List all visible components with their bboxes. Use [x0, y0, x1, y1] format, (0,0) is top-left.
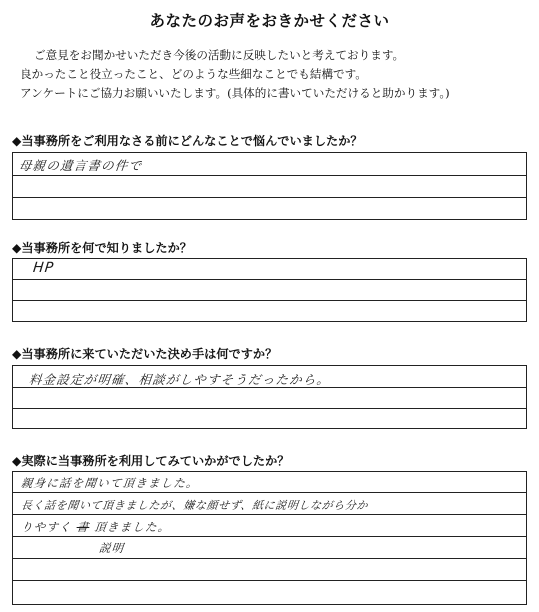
handwritten-fragment: 頂きました。: [93, 520, 172, 534]
handwritten-answer: 母親の遺言書の件で: [18, 158, 144, 173]
intro-line: 良かったこと役立ったこと、どのような些細なことでも結構です。: [20, 67, 367, 81]
ruled-line: [13, 558, 526, 559]
handwritten-answer: HP: [32, 260, 56, 276]
question-3-label: ◆当事務所に来ていただいた決め手は何ですか？: [12, 347, 278, 361]
ruled-line: [13, 300, 526, 301]
handwritten-answer: 親身に話を聞いて頂きました。: [20, 476, 200, 490]
crossed-out-text: 書: [75, 520, 91, 534]
ruled-line: [13, 492, 526, 493]
ruled-line: [13, 580, 526, 581]
ruled-line: [13, 408, 526, 409]
question-4-label: ◆実際に当事務所を利用してみていかがでしたか？: [12, 454, 290, 468]
ruled-line: [13, 514, 526, 515]
ruled-line: [13, 279, 526, 280]
ruled-line: [13, 536, 526, 537]
answer-box-2: [12, 258, 527, 322]
form-title: あなたのお声をおきかせください: [149, 11, 390, 30]
intro-text: [20, 46, 530, 103]
handwritten-answer: [20, 519, 171, 535]
answer-box-4: [12, 471, 527, 605]
question-1-label: ◆当事務所をご利用なさる前にどんなことで悩んでいましたか？: [12, 134, 363, 148]
handwritten-answer: 料金設定が明確、相談がしやすそうだったから。: [28, 372, 332, 387]
intro-line: アンケートにご協力お願いいたします。(具体的に書いていただけると助かります。): [20, 86, 450, 100]
handwritten-fragment: りやすく: [20, 520, 73, 534]
handwritten-answer: 長く話を聞いて頂きましたが、嫌な顔せず、紙に説明しながら分か: [20, 499, 369, 512]
ruled-line: [13, 197, 526, 198]
handwritten-insertion: 説明: [98, 541, 126, 555]
answer-box-3: [12, 365, 527, 429]
ruled-line: [13, 175, 526, 176]
intro-line: ご意見をお聞かせいただき今後の活動に反映したいと考えております。: [34, 48, 405, 62]
question-2-label: ◆当事務所を何で知りましたか？: [12, 241, 192, 255]
answer-box-1: [12, 152, 527, 220]
